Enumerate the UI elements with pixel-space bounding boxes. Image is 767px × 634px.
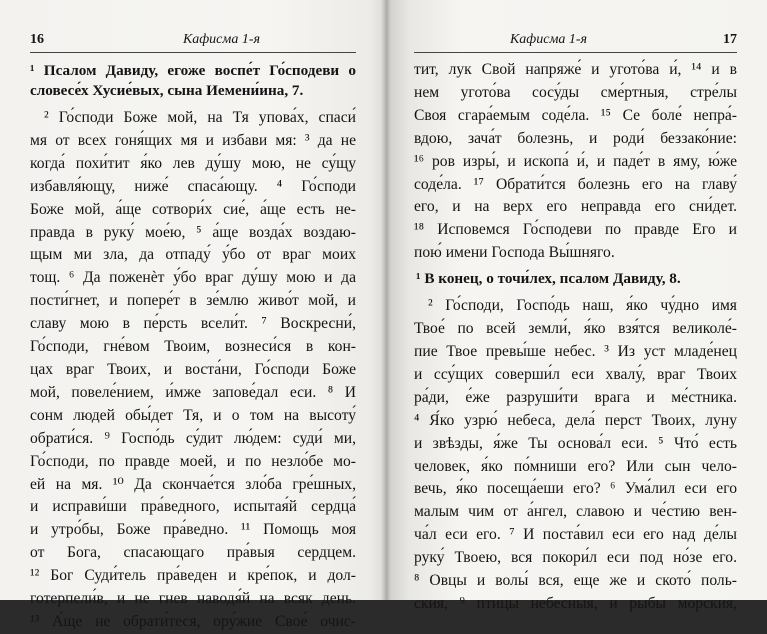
text-line: и утро́бы, Боже пра́ведно. ¹¹ Помощь моя — [30, 521, 356, 539]
text-line: когда́ похи́тит я́ко лев ду́шу мою, не су́щу — [30, 154, 356, 172]
text-line: тит, лук Свой напряже́ и угото́ва и́, ¹⁴ и в — [414, 61, 737, 78]
text-line: ра́ди, е́же разруши́ти врага и ме́стника. — [414, 388, 737, 406]
text-line: ¹⁸ Исповемся Го́сподеви по правде Его и — [414, 221, 737, 239]
text-line: и исправи́ши пра́ведного, испытая́й сердца́ — [30, 498, 356, 516]
book-gutter — [381, 0, 391, 600]
psalm-text — [414, 295, 737, 616]
text-line: мой, повеле́нием, и́мже запове́дал еси. ⁸ И — [30, 383, 356, 401]
text-line: мя от всех гоня́щих мя и избави мя: ³ да не — [30, 131, 356, 149]
text-line: вечь, я́ко посеща́еши его? ⁶ Ума́лил еси его — [414, 480, 737, 498]
text-line: ¹² Бог Суди́тель пра́веден и кре́пок, и дол- — [30, 567, 356, 585]
text-line: ² Го́споди, Госпо́дь наш, я́ко чу́дно имя — [428, 297, 737, 315]
text-line: пие Твое превы́ше небес. ³ Из уст младе́нец — [414, 342, 737, 360]
text-line: ча́л еси его. ⁷ И поста́вил еси его над де́лы — [414, 526, 737, 544]
psalm-heading — [414, 269, 737, 289]
heading-line: ¹ В конец, о точи́лех, псалом Давиду, 8. — [416, 270, 681, 288]
text-line: от Бога, спасающаго пра́выя сердцем. — [30, 544, 356, 562]
psalm-text-continued — [414, 59, 737, 265]
text-line: вдою, зача́т болезнь, и роди́ беззако́ние: — [414, 129, 737, 147]
text-line: обрати́ся. ⁹ Госпо́дь су́дит лю́дем: суди́ ми, — [30, 429, 356, 447]
running-title: Кафисма 1-я — [182, 32, 260, 47]
text-line: правда в руку́ мое́ю, ⁵ а́ще возда́х воздаю- — [30, 223, 356, 241]
text-line: человек, я́ко по́мниши его? Или сын чело- — [414, 457, 737, 475]
text-line: Боже мой, а́ще сотвори́х сие́, а́ще есть не- — [30, 200, 356, 218]
text-line: ¹³ А́ще не обрати́теся, ору́жие Свое́ очис- — [30, 612, 356, 630]
page-number: 16 — [30, 32, 44, 47]
left-running-header — [30, 32, 356, 53]
psalm-text — [30, 107, 356, 634]
text-line: Го́споди, по правде моей, и по незло́бе мо- — [30, 452, 356, 470]
running-title: Кафисма 1-я — [510, 32, 588, 47]
text-line: сонм людей обы́дет Тя, и о том на высоту́ — [30, 406, 356, 424]
text-line: ⁴ Я́ко узрю́ небеса, дела́ перст Твоих, луну — [414, 411, 737, 429]
text-line: малым чим от а́нгел, славою и че́стию вен- — [414, 503, 737, 521]
page-number: 17 — [723, 32, 737, 47]
text-line: пою́ имени Господа Вы́шняго. — [414, 244, 615, 262]
right-page — [386, 0, 767, 612]
text-line: руку́ Твоею, вся покори́л еси под но́зе его. — [414, 549, 737, 567]
text-line: Своя сгара́емым соде́ла. ¹⁵ Се боле́ непра́- — [414, 106, 737, 124]
text-line: ⁸ Овцы и волы́ вся, еще же и ското́ поль- — [414, 572, 737, 590]
psalm-heading — [30, 61, 356, 101]
text-line: пости́гнет, и попере́т в зе́млю живо́т мой, и — [30, 292, 356, 310]
text-line: соде́ла. ¹⁷ Обрати́тся болезнь его на главу́ — [414, 175, 737, 193]
text-line: тощ. ⁶ Да поженѐт у́бо враг ду́шу мою и да — [30, 269, 356, 287]
right-running-header — [414, 32, 737, 53]
text-line: избавля́ющу, ниже́ спаса́ющу. ⁴ Го́споди — [30, 177, 356, 195]
text-line: нем угото́ва сосу́ды сме́ртныя, стре́лы — [414, 83, 737, 101]
text-line: ей на мя. ¹⁰ Да скончае́тся зло́ба гре́шных, — [30, 475, 356, 493]
text-line: ¹⁶ ров изры́, и ископа́ и́, и паде́т в яму, ю́же — [414, 152, 737, 170]
text-line: Твое́ по всей земли́, я́ко взя́тся великоле́- — [414, 320, 737, 338]
text-line: готерпели́в, и не гнев наводя́й на всяк день. — [30, 590, 356, 608]
text-line: ² Го́споди Боже мой, на Тя упова́х, спаси́ — [44, 109, 356, 126]
text-line: Го́споди, гне́вом Твоим, вознеси́ся в кон- — [30, 338, 356, 356]
heading-line: словесе́х Хусие́вых, сына Иемени́ина, 7. — [30, 82, 304, 99]
text-line: щым ми зла, да отпаду́ у́бо от враг моих — [30, 246, 356, 264]
text-line: его, и на верх его неправда его сни́дет. — [414, 198, 737, 216]
text-line: ския, ⁹ птицы небесныя, и рыбы морския, — [414, 594, 737, 612]
text-line: славу мою в пе́рсть всели́т. ⁷ Воскресни́, — [30, 315, 356, 333]
text-line: и звѣзды, я́же Ты основа́л еси. ⁵ Что́ есть — [414, 434, 737, 452]
text-line: и ссу́щих соверши́л еси хвалу́, враг Твоих — [414, 365, 737, 383]
text-line: цах враг Твоих, и воста́ни, Го́споди Боже — [30, 360, 356, 378]
heading-line: ¹ Псалом Давиду, егоже воспе́т Го́сподеви о — [30, 62, 356, 79]
